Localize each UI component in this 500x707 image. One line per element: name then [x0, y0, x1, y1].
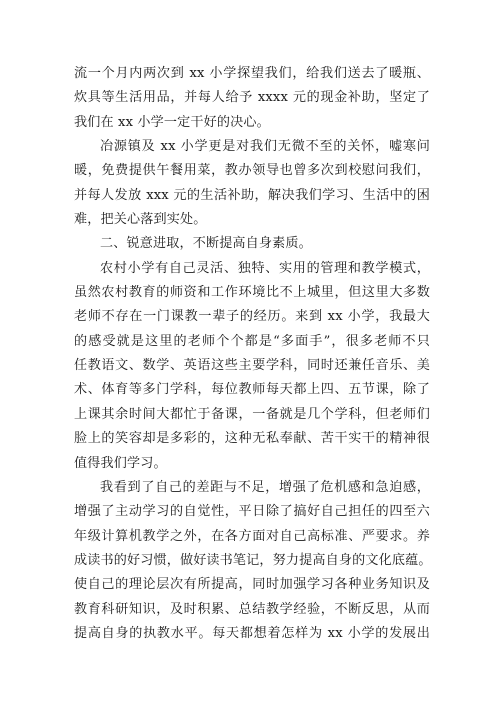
text-line: 增强了主动学习的自觉性，平日除了搞好自己担任的四至六	[74, 504, 430, 520]
text-line: 暖，免费提供午餐用菜，教办领导也曾多次到校慰问我们，	[74, 163, 430, 179]
section-heading: 二、锐意进取，不断提高自身素质。	[100, 236, 312, 252]
paragraph-start-line: 我看到了自己的差距与不足，增强了危机感和急迫感，	[100, 479, 430, 495]
paragraph-start-line: 冶源镇及 xx 小学更是对我们无微不至的关怀，嘘寒问	[100, 139, 430, 155]
text-line: 虽然农村教育的师资和工作环境比不上城里，但这里大多数	[74, 285, 430, 301]
text-line: 脸上的笑容却是多彩的，这种无私奉献、苦干实干的精神很	[74, 431, 430, 447]
text-line: 年级计算机教学之外，在各方面对自己高标准、严要求。养	[74, 528, 430, 544]
text-line: 提高自身的执教水平。每天都想着怎样为 xx 小学的发展出	[74, 625, 430, 641]
text-line: 成读书的好习惯，做好读书笔记，努力提高自身的文化底蕴。	[74, 552, 432, 568]
text-line: 流一个月内两次到 xx 小学探望我们，给我们送去了暖瓶、	[74, 66, 430, 81]
text-line: 老师不存在一门课教一辈子的经历。来到 xx 小学，我最大	[74, 309, 430, 325]
text-line: 使自己的理论层次有所提高，同时加强学习各种业务知识及	[74, 577, 430, 593]
text-line: 并每人发放 xxx 元的生活补助，解决我们学习、生活中的困	[74, 187, 430, 203]
text-line: 任教语文、数学、英语这些主要学科，同时还兼任音乐、美	[74, 358, 430, 374]
text-line: 的感受就是这里的老师个个都是“多面手”，很多老师不只	[74, 333, 430, 349]
document-body	[74, 62, 430, 646]
text-line: 我们在 xx 小学一定干好的决心。	[74, 114, 270, 130]
text-line: 教育科研知识，及时积累、总结教学经验，不断反思，从而	[74, 601, 430, 617]
text-line: 上课其余时间大都忙于备课，一备就是几个学科，但老师们	[74, 406, 430, 422]
text-line: 术、体育等多门学科，每位教师每天都上四、五节课，除了	[74, 382, 430, 398]
text-line: 值得我们学习。	[74, 455, 167, 471]
text-line: 难，把关心落到实处。	[74, 212, 207, 228]
text-line: 炊具等生活用品，并每人给予 xxxx 元的现金补助，坚定了	[74, 90, 430, 106]
paragraph-start-line: 农村小学有自己灵活、独特、实用的管理和教学模式，	[100, 260, 430, 276]
